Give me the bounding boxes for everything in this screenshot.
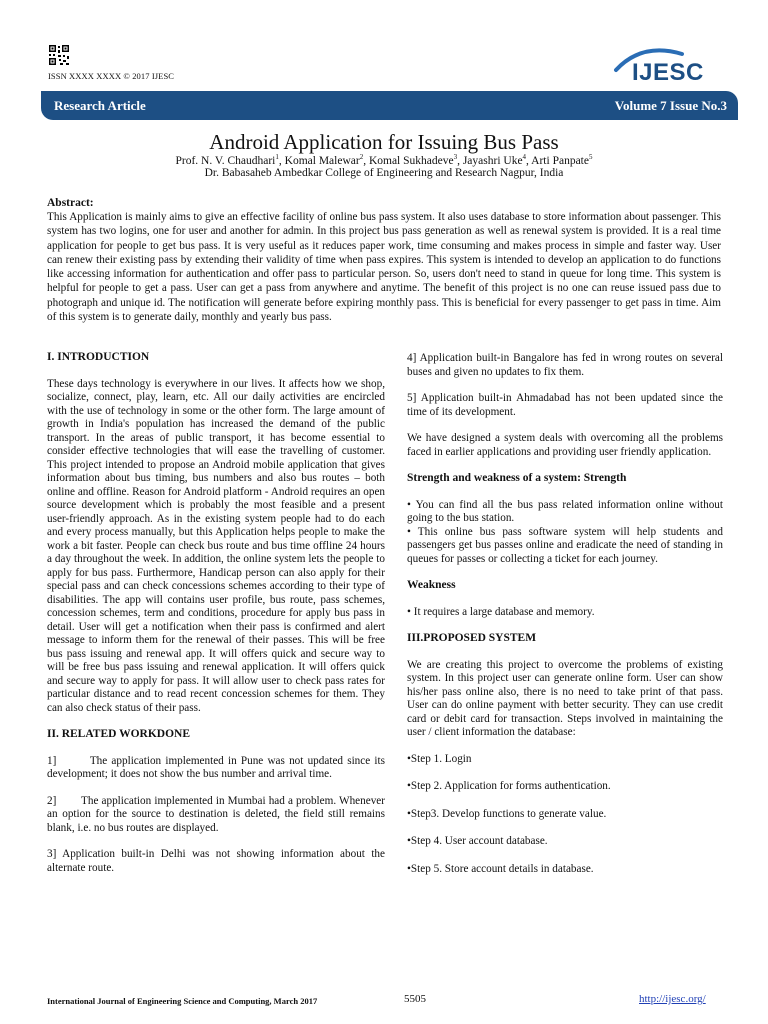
section-heading-proposed-system: III.PROPOSED SYSTEM <box>407 632 537 644</box>
right-column <box>407 352 723 889</box>
strength-item: • This online bus pass software system will help students and passengers get bus passes online and eradicate the need of standing in queues for passes or collecting a ticket for each journey. <box>407 525 723 565</box>
author: Komal Sukhadeve <box>368 154 454 167</box>
section-heading-introduction: I. INTRODUCTION <box>47 351 150 363</box>
author: Komal Malewar <box>284 154 360 167</box>
journal-link[interactable]: http://ijesc.org/ <box>639 993 706 1005</box>
introduction-text: These days technology is everywhere in our lives. It affects how we shop, socialize, connect, play, learn, etc. All our daily activities are encircled with the use of technology in some or the other form. The large amount of growth in India's population has increased the demand of the public transport. In the areas of public transport, it has become essential to consider effective technologies that will ease the travelling of customer. This project intended to propose an Android mobile application that gives information about bus timing, bus numbers and also bus routes – both online and offline. Reason for Android platform - Android requires an open source development which is probably the most feasible and a present user-friendly approach. As in the existing system people had to do each and every process manually, but this Application helps people to make the work a bit faster. People can check bus route and bus time offline 24 hours a day throughout the week. In addition, the online system lets the people to apply for bus pass. Furthermore, Handicap person can also apply for their special pass and can check concessions schemes according to their type of disabilities. The app will contains user profile, bus route, pass schemes, concession schemes, term and conditions, procedure for apply bus pass in detail. User will get a notification when their pass is confirmed and alert message to inform them for the renewal of their passes. This will be free bus pass issuing and renewal app. It will offers quick and secure way to will be free bus pass issuing and renewal application. It will offers quick and secure way to apply for pass. It will allow user to check pass rates for particular distance and to read recent concession schemes for them. They can also check status of their pass. <box>47 377 385 714</box>
author: Jayashri Uke <box>462 154 523 167</box>
author: Arti Panpate <box>531 154 589 167</box>
header-banner <box>41 91 738 120</box>
svg-text:IJESC: IJESC <box>632 59 704 86</box>
ijesc-logo <box>612 46 734 86</box>
related-work-item: 3] Application built-in Delhi was not showing information about the alternate route. <box>47 848 385 874</box>
page-number: 5505 <box>404 993 426 1005</box>
weakness-heading: Weakness <box>407 579 456 591</box>
article-type: Research Article <box>54 97 146 113</box>
author-list: Prof. N. V. Chaudhari$^1$, Komal Malewar$^2$, Komal Sukhadeve$^3$, Jayashri Uke$^4$, Arti Panpate$^5$ <box>175 153 593 167</box>
step-item: •Step 4. User account database. <box>407 835 548 847</box>
step-item: •Step 5. Store account details in database. <box>407 862 594 875</box>
left-column <box>47 351 388 888</box>
affiliation: Dr. Babasaheb Ambedkar College of Engineering and Research Nagpur, India <box>204 167 564 179</box>
related-work-item: 5] Application built-in Ahmadabad has not been updated since the time of its development. <box>407 392 723 418</box>
related-work-item: 2] The application implemented in Mumbai had a problem. Whenever an option for the source to destination is deleted, the field still remains blank, i.e. no bus routes are displayed. <box>47 794 388 834</box>
issn-line: ISSN XXXX XXXX © 2017 IJESC <box>48 71 175 81</box>
abstract-text: This Application is mainly aims to give an effective facility of online bus pass system. It also uses database to store information about passenger. This system has two logins, one for user and another for admin. In this project bus pass generation as well as renewal system is provided. It is a real time application for people to get bus pass. It is very useful as it reduces paper work, time consuming and makes process in simple and faster way. User can renew their existing pass by extending their validity of time when pass expires. This system is intended to develop an application to do functions like accessing information for authentication and offer pass to particular person. So, users don't need to stand in queue for long time. This system is helpful for people to get a pass. User can get a pass from anywhere and anytime. The benefit of this project is no one can reuse issued pass due to photograph and unique id. The notification will generate before expiring monthly pass. This is beneficial for every passenger to get pass in time. Aim of this system is to generate daily, monthly and yearly bus pass. <box>47 211 721 324</box>
related-work-summary: We have designed a system deals with overcoming all the problems faced in earlier applications and providing user friendly application. <box>407 432 723 458</box>
step-item: •Step 1. Login <box>407 752 472 765</box>
author: Prof. N. V. Chaudhari <box>175 154 276 167</box>
paper-title: Android Application for Issuing Bus Pass <box>209 130 559 154</box>
abstract-heading: Abstract: <box>47 197 94 209</box>
strength-item: • You can find all the bus pass related information online without going to the bus station. <box>407 498 723 524</box>
step-item: •Step3. Develop functions to generate value. <box>407 807 607 820</box>
strength-heading: Strength and weakness of a system: Strength <box>407 472 627 484</box>
weakness-item: • It requires a large database and memory. <box>407 605 595 618</box>
related-work-item: 1] The application implemented in Pune was not updated since its development; it does not show the bus number and arrival time. <box>47 754 388 780</box>
step-item: •Step 2. Application for forms authentication. <box>407 780 611 792</box>
related-work-item: 4] Application built-in Bangalore has fed in wrong routes on several buses and given no updates to fix them. <box>407 352 723 378</box>
volume-issue: Volume 7 Issue No.3 <box>614 97 727 113</box>
qr-code-icon <box>48 44 70 66</box>
proposed-system-text: We are creating this project to overcome the problems of existing system. In this project user can generate online form. User can show his/her pass online also, there is no need to take print of that pass. User can do online payment with better security. They can use credit card or debit card for transaction. Steps involved in maintaining the user / client information the database: <box>407 658 723 738</box>
footer-journal: International Journal of Engineering Science and Computing, March 2017 <box>47 996 318 1006</box>
section-heading-related-work: II. RELATED WORKDONE <box>47 728 191 740</box>
